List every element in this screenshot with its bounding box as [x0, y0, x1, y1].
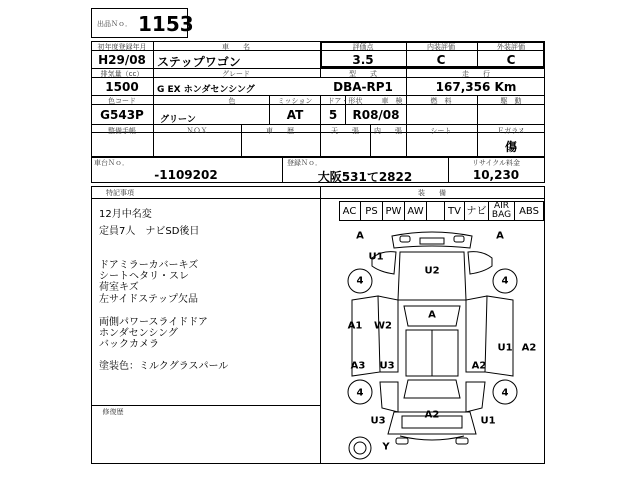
note-line: 荷室キズ: [99, 282, 139, 293]
front-glass-label: Ｆガラス: [497, 127, 525, 135]
lot-number: 1153: [138, 12, 194, 36]
score-label: 評価点: [352, 43, 374, 51]
note-line: 12月中名変: [99, 209, 152, 220]
nox-label: ＮＯＸ: [186, 127, 208, 135]
doors: 5: [328, 108, 338, 122]
mark-wheel-fr: 4: [501, 275, 509, 287]
mark-w2: W2: [374, 320, 392, 332]
drive-label: 駆 動: [500, 97, 522, 105]
score: 3.5: [352, 53, 374, 67]
mark-a2-side: A2: [521, 342, 537, 354]
equipment-label: 装 備: [418, 189, 446, 197]
inspection-label: 車 検: [381, 97, 403, 105]
mark-y: Y: [382, 441, 390, 453]
color-code: G543P: [100, 108, 144, 122]
note-line: ドアミラーカバーキズ: [99, 260, 199, 271]
lot-number-label: 出品Ｎｏ．: [97, 20, 132, 28]
mark-u2: U2: [424, 265, 440, 277]
fuel-label: 燃 料: [430, 97, 452, 105]
note-line: ホンダセンシング: [99, 328, 178, 339]
first-registration: H29/08: [98, 53, 146, 67]
notes-label: 特記事項: [106, 189, 134, 197]
car-name: ステップワゴン: [157, 55, 241, 69]
note-line: シートヘタリ・スレ: [99, 271, 189, 282]
equipment-pw: PW: [383, 201, 405, 221]
equipment-airbag: AIR BAG: [489, 201, 515, 221]
mark-u1-top: U1: [368, 251, 384, 263]
note-line: バックカメラ: [99, 339, 159, 350]
equipment-navi: ナビ: [465, 201, 489, 221]
front-view: [392, 232, 472, 248]
mileage: 167,356 Km: [435, 80, 517, 94]
service-manual-label: 整備手帳: [108, 127, 136, 135]
repair-history-label: 修復歴: [102, 408, 124, 416]
equipment-tv: TV: [445, 201, 465, 221]
history-label: 車 歴: [266, 127, 294, 135]
plate-number: 大阪531て2822: [317, 170, 413, 184]
model-label: 型 式: [349, 70, 377, 78]
doors-label: ドア・形状: [327, 97, 363, 105]
note-line: 塗装色：ミルクグラスパール: [99, 361, 229, 372]
chassis-label: 車台Ｎｏ．: [94, 159, 129, 167]
mark-a3: A3: [350, 360, 366, 372]
grade: G EX ホンダセンシング: [157, 85, 255, 95]
exterior-score: C: [506, 53, 516, 67]
mark-wheel-rr: 4: [501, 387, 509, 399]
mark-wheel-fl: 4: [356, 275, 364, 287]
lot-number-box: [91, 8, 194, 38]
equipment-aw: AW: [405, 201, 427, 221]
plate-label: 登録Ｎｏ．: [287, 159, 322, 167]
note-line: 定員7人 ナビSD後日: [99, 226, 200, 237]
mission: AT: [286, 108, 304, 122]
mission-label: ミッション: [277, 97, 313, 105]
mark-u3-rear: U3: [370, 415, 386, 427]
sunroof-label: 天 張: [331, 127, 359, 135]
mark-a-center: A: [428, 309, 436, 321]
car-name-label: 車 名: [222, 43, 250, 51]
model-code: DBA-RP1: [333, 80, 393, 94]
mark-u1-side: U1: [497, 342, 513, 354]
mark-a2-rear: A2: [424, 409, 440, 421]
chassis-number: -1109202: [154, 168, 218, 182]
mark-u1-rear: U1: [480, 415, 496, 427]
displacement: 1500: [105, 80, 139, 94]
grade-label: グレード: [222, 70, 250, 78]
mark-a2-right: A2: [471, 360, 487, 372]
equipment-abs: ABS: [515, 201, 544, 221]
equipment-ps: PS: [361, 201, 383, 221]
color-code-label: 色コード: [108, 97, 136, 105]
color-label: 色: [228, 97, 236, 105]
equipment-blank: [427, 201, 445, 221]
equipment-ac: AC: [339, 201, 361, 221]
exterior-score-label: 外装評価: [497, 43, 525, 51]
mark-front-left: A: [356, 230, 364, 242]
front-glass-mark: 傷: [504, 140, 518, 154]
recycle-label: リサイクル料金: [471, 159, 521, 167]
mark-wheel-rl: 4: [356, 387, 364, 399]
displacement-label: 排気量（cc）: [100, 70, 144, 78]
mark-a1: A1: [347, 320, 363, 332]
year-label: 初年度登録年月: [97, 43, 147, 51]
interior-roof-label: 内 張: [374, 127, 402, 135]
mark-u3-mid: U3: [379, 360, 395, 372]
note-line: 両側パワースライドドア: [99, 317, 208, 328]
recycle-fee: 10,230: [472, 168, 520, 182]
interior-score: C: [436, 53, 446, 67]
mileage-label: 走 行: [462, 70, 490, 78]
color: グリーン: [160, 115, 196, 125]
interior-score-label: 内装評価: [427, 43, 455, 51]
inspection-date: R08/08: [352, 108, 400, 122]
mark-front-right: A: [496, 230, 504, 242]
note-line: 左サイドステップ欠品: [99, 294, 198, 305]
seat-label: シート: [430, 127, 452, 135]
